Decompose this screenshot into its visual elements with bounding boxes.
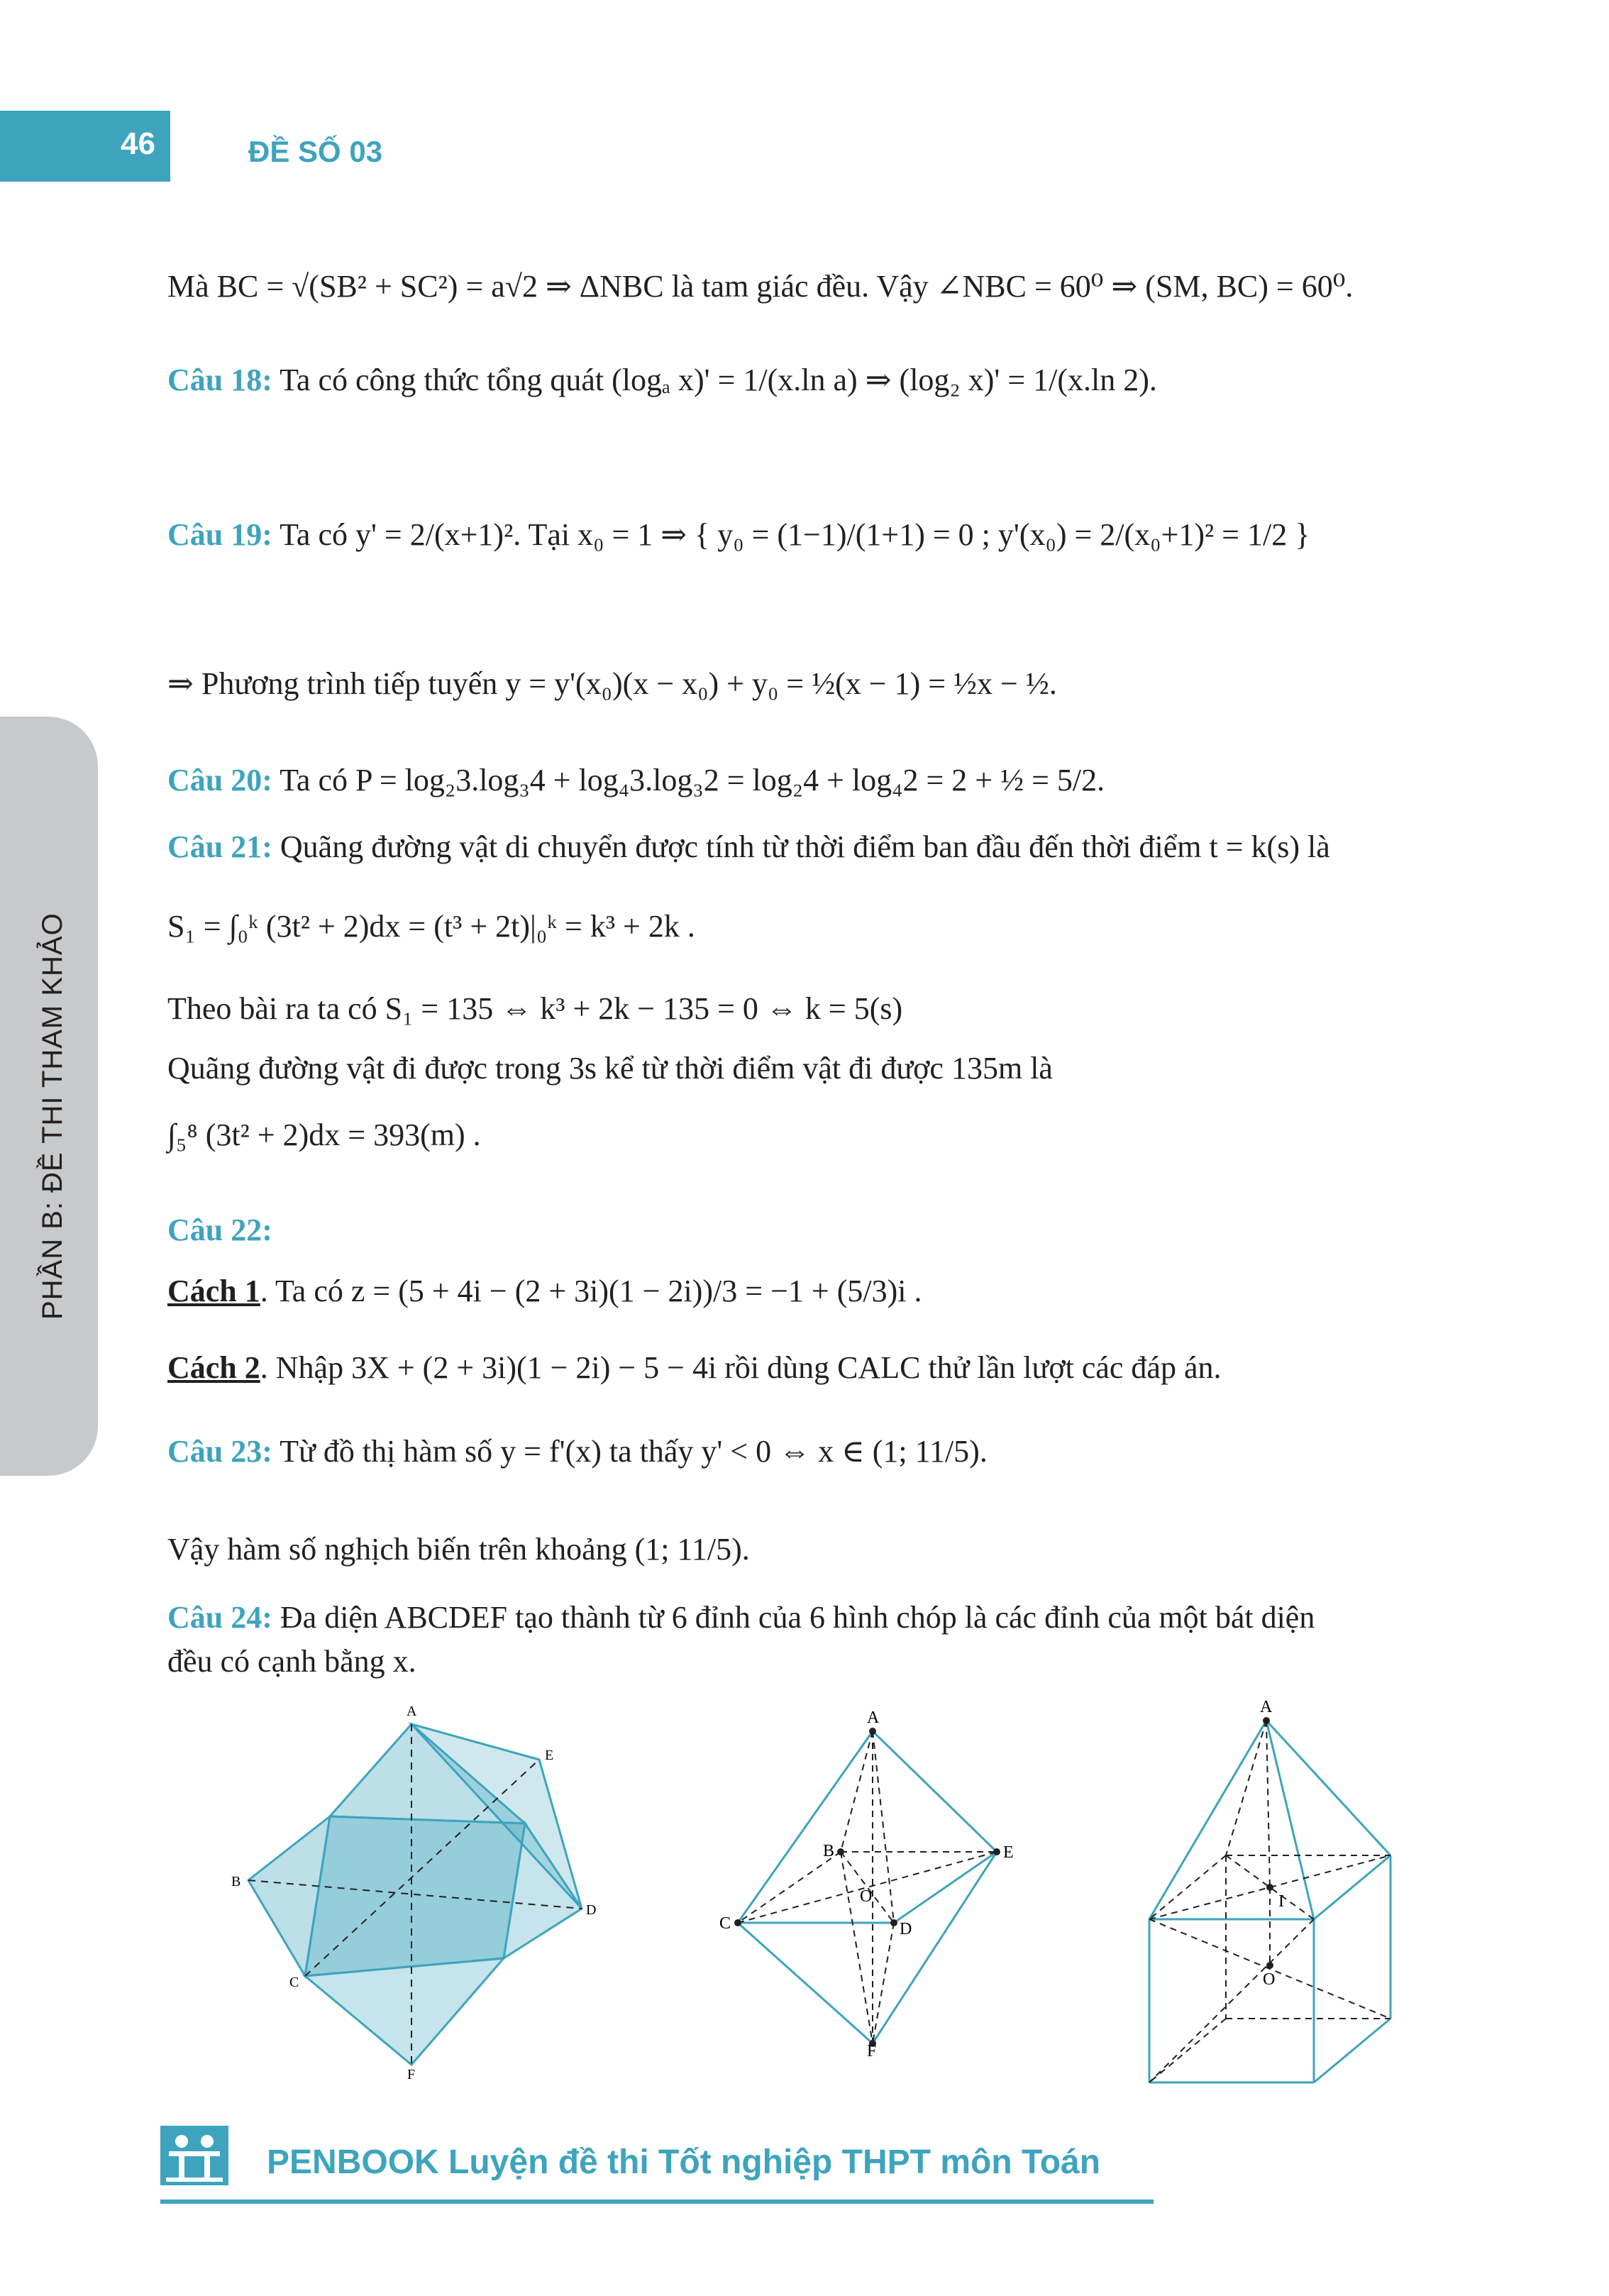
vertex-label: D <box>586 1902 597 1918</box>
vertex-label: C <box>719 1914 731 1933</box>
vertex-label: D <box>900 1920 912 1938</box>
hidden-edge <box>841 1852 873 2043</box>
side-label: PHẦN B: ĐỀ THI THAM KHẢO <box>37 912 68 1320</box>
method-1 <box>167 1274 922 1308</box>
question-label: Câu 19: <box>167 517 272 552</box>
vertex-label: O <box>860 1887 873 1906</box>
hidden-edge <box>738 1852 841 1923</box>
hidden-edge <box>873 1731 894 1923</box>
vertex-label: E <box>545 1748 554 1763</box>
edge <box>894 1852 997 1923</box>
text-line: đều có cạnh bằng x. <box>167 1644 416 1679</box>
question-label: Câu 24: <box>167 1600 272 1635</box>
vertex-label: A <box>867 1710 880 1727</box>
figure-pyramid-cube <box>1128 1699 1433 2097</box>
question-label: Câu 18: <box>167 363 272 397</box>
text-line: Theo bài ra ta có S₁ = 135 ⇔ k³ + 2k − 135 = 0 ⇔ k = 5(s) <box>167 991 903 1026</box>
hidden-edge <box>1226 1721 1266 1855</box>
vertex-point <box>1263 1717 1270 1724</box>
vertex-label: B <box>823 1842 835 1860</box>
face <box>305 1958 504 2065</box>
question-18 <box>167 363 1157 397</box>
question-19 <box>167 518 1310 552</box>
hidden-edge <box>841 1731 873 1852</box>
text-line: . Ta có z = (5 + 4i − (2 + 3i)(1 − 2i))/3 = −1 + (5/3)i . <box>260 1274 922 1308</box>
edge <box>873 1731 997 1852</box>
question-24 <box>167 1601 1315 1635</box>
face <box>305 1816 525 1976</box>
text-line: Quãng đường vật đi được trong 3s kể từ thời điểm vật đi được 135m là <box>167 1051 1053 1086</box>
text-line: Mà BC = √(SB² + SC²) = a√2 ⇒ ΔNBC là tam giác đều. Vậy ∠NBC = 60⁰ ⇒ (SM, BC) = 60⁰. <box>167 269 1354 304</box>
vertex-point <box>734 1919 741 1926</box>
vertex-label: A <box>1260 1699 1273 1716</box>
vertex-label: E <box>1003 1843 1014 1862</box>
text-line: Ta có P = log₂3.log₃4 + log₄3.log₃2 = log₂4 + log₄2 = 2 + ½ = 5/2. <box>280 763 1105 797</box>
edge <box>738 1731 873 1923</box>
vertex-point <box>890 1919 897 1926</box>
hidden-edge <box>1266 1721 1270 1887</box>
hidden-edge <box>1149 2019 1226 2082</box>
text-line: Ta có công thức tổng quát (logₐ x)' = 1/(x.ln a) ⇒ (log₂ x)' = 1/(x.ln 2). <box>280 363 1157 397</box>
question-label: Câu 22: <box>167 1213 272 1247</box>
text-line: . Nhập 3X + (2 + 3i)(1 − 2i) − 5 − 4i rồi dùng CALC thử lần lượt các đáp án. <box>260 1350 1222 1385</box>
edge <box>1149 1721 1266 1919</box>
edge <box>1314 2019 1390 2082</box>
question-23 <box>167 1435 988 1469</box>
text-line: Ta có y' = 2/(x+1)². Tại x₀ = 1 ⇒ { y₀ = (1−1)/(1+1) = 0 ; y'(x₀) = 2/(x₀+1)² = 1/2 } <box>280 517 1310 552</box>
question-22 <box>167 1213 272 1247</box>
vertex-point <box>1266 1884 1273 1891</box>
method-label: Cách 1 <box>167 1274 260 1308</box>
footer-divider <box>160 2200 1154 2204</box>
method-2 <box>167 1351 1221 1385</box>
text-line: ∫₅⁸ (3t² + 2)dx = 393(m) . <box>167 1117 481 1152</box>
text-line: Từ đồ thị hàm số y = f'(x) ta thấy y' < 0 ⇔ x ∈ (1; 11/5). <box>280 1434 988 1469</box>
vertex-label: B <box>231 1874 241 1889</box>
text-line: Quãng đường vật di chuyển được tính từ thời điểm ban đầu đến thời điểm t = k(s) là <box>280 829 1330 864</box>
vertex-point <box>869 1728 876 1735</box>
question-label: Câu 23: <box>167 1434 272 1469</box>
vertex-label: A <box>407 1704 417 1719</box>
question-21 <box>167 830 1330 864</box>
vertex-point <box>837 1848 844 1855</box>
text-line: ⇒ Phương trình tiếp tuyến y = y'(x₀)(x − x₀) + y₀ = ½(x − 1) = ½x − ½. <box>167 666 1057 701</box>
hidden-edge <box>1149 1919 1314 2082</box>
text-line: S₁ = ∫₀ᵏ (3t² + 2)dx = (t³ + 2t)|₀ᵏ = k³ + 2k . <box>167 909 695 944</box>
question-label: Câu 21: <box>167 829 272 864</box>
vertex-label: I <box>1278 1892 1284 1911</box>
edge <box>1266 1721 1390 1855</box>
text-line: Vậy hàm số nghịch biến trên khoảng (1; 11/5). <box>167 1532 750 1567</box>
footer-title: PENBOOK Luyện đề thi Tốt nghiệp THPT môn Toán <box>267 2143 1101 2181</box>
method-label: Cách 2 <box>167 1350 260 1385</box>
figure-octahedron <box>717 1710 1043 2058</box>
vertex-label: F <box>407 2067 416 2082</box>
vertex-label: O <box>1263 1970 1276 1989</box>
question-20 <box>167 763 1105 797</box>
page-number: 46 <box>121 126 155 161</box>
question-label: Câu 20: <box>167 763 272 797</box>
text-line: Đa diện ABCDEF tạo thành từ 6 đỉnh của 6 hình chóp là các đỉnh của một bát diện <box>280 1600 1315 1635</box>
exam-title: ĐỀ SỐ 03 <box>248 135 383 168</box>
publisher-logo-icon <box>160 2126 228 2185</box>
edge <box>738 1923 873 2043</box>
vertex-point <box>1266 1962 1273 1969</box>
vertex-label: C <box>289 1975 299 1990</box>
vertex-point <box>993 1848 1000 1855</box>
vertex-label: F <box>867 2042 877 2058</box>
figure-polyhedron-shaded <box>227 1703 624 2086</box>
